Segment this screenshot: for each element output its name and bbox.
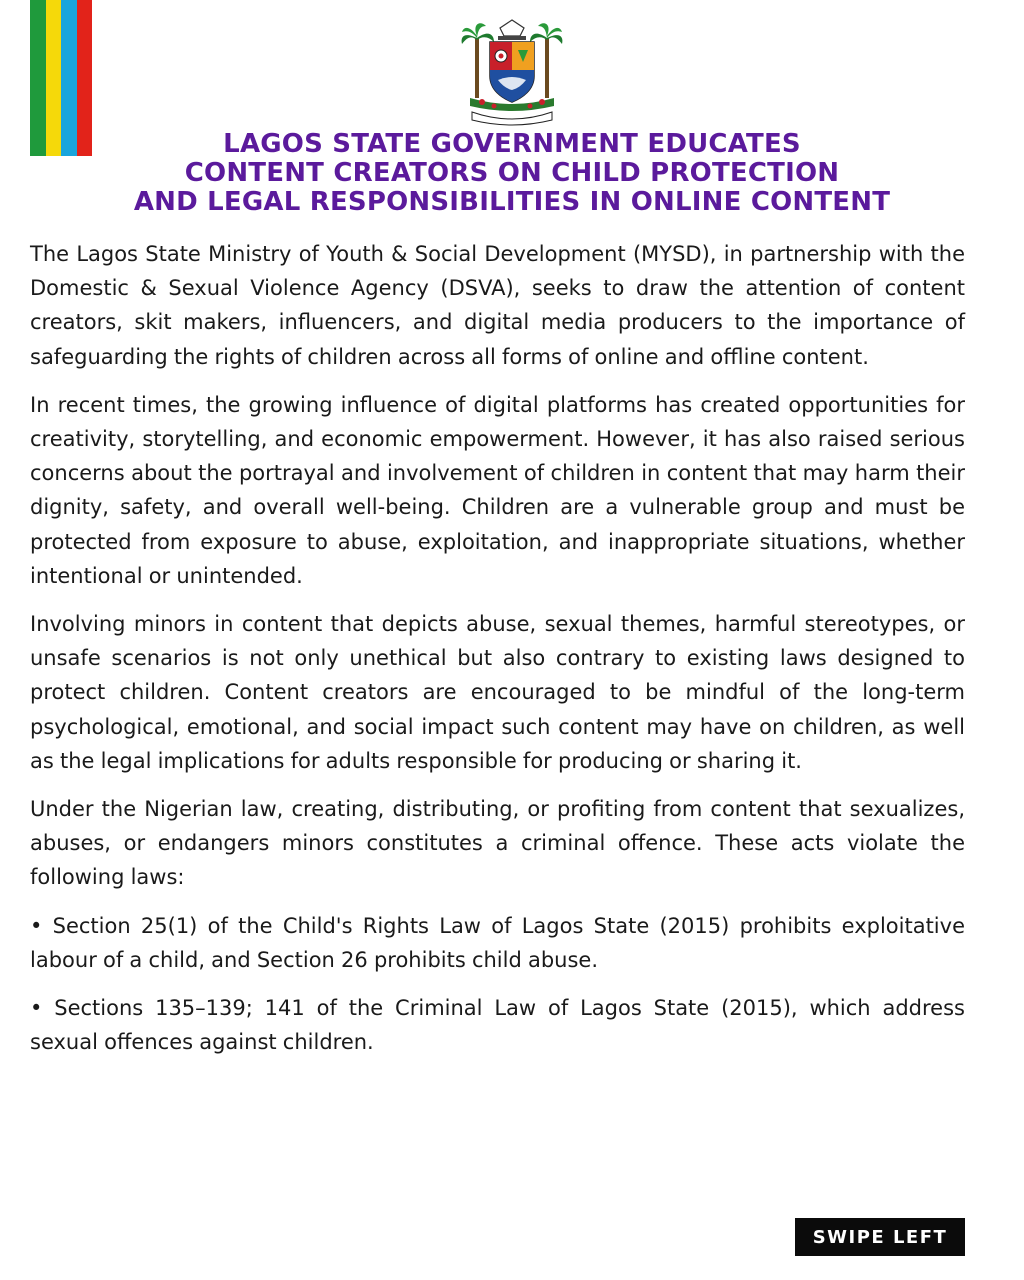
bullet-criminal-law: • Sections 135–139; 141 of the Criminal Law of Lagos State (2015), which address sexual offences against children. (30, 996, 965, 1055)
palm-tree-left (462, 23, 494, 98)
palm-tree-right (530, 23, 562, 98)
headline (0, 130, 1024, 217)
article-body (30, 237, 965, 1073)
lagos-state-coat-of-arms-icon (460, 18, 564, 126)
headline-line-3: AND LEGAL RESPONSIBILITIES IN ONLINE CONTENT (133, 187, 891, 217)
paragraph-minors: Involving minors in content that depicts abuse, sexual themes, harmful stereotypes, or unsafe scenarios is not only unethical but also contrary to existing laws designed to protect children. Content creators are encouraged to be mindful of the long-term psychological, emotional, and social impact such content may have on children, as well as the legal implications for adults responsible for producing or sharing it. (30, 612, 965, 773)
swipe-left-button[interactable]: SWIPE LEFT (795, 1218, 965, 1256)
paragraph-concerns: In recent times, the growing influence of digital platforms has created opportunities for creativity, storytelling, and economic empowerment. However, it has also raised serious concerns about the portrayal and involvement of children in content that may harm their dignity, safety, and overall well-being. Children are a vulnerable group and must be protected from exposure to abuse, exploitation, and inappropriate situations, whether intentional or unintended. (30, 392, 965, 588)
headline-line-1: LAGOS STATE GOVERNMENT EDUCATES (223, 129, 801, 159)
bullet-childs-rights-law: • Section 25(1) of the Child's Rights Law of Lagos State (2015) prohibits exploitative labour of a child, and Section 26 prohibits child abuse. (30, 913, 965, 972)
paragraph-law: Under the Nigerian law, creating, distributing, or profiting from content that sexualizes, abuses, or endangers minors constitutes a criminal offence. These acts violate the following laws: (30, 797, 965, 890)
paragraph-intro: The Lagos State Ministry of Youth & Social Development (MYSD), in partnership with the Domestic & Sexual Violence Agency (DSVA), seeks to draw the attention of content creators, skit makers, influencers, and digital media producers to the importance of safeguarding the rights of children across all forms of online and offline content. (30, 242, 965, 369)
headline-line-2: CONTENT CREATORS ON CHILD PROTECTION (184, 158, 840, 188)
